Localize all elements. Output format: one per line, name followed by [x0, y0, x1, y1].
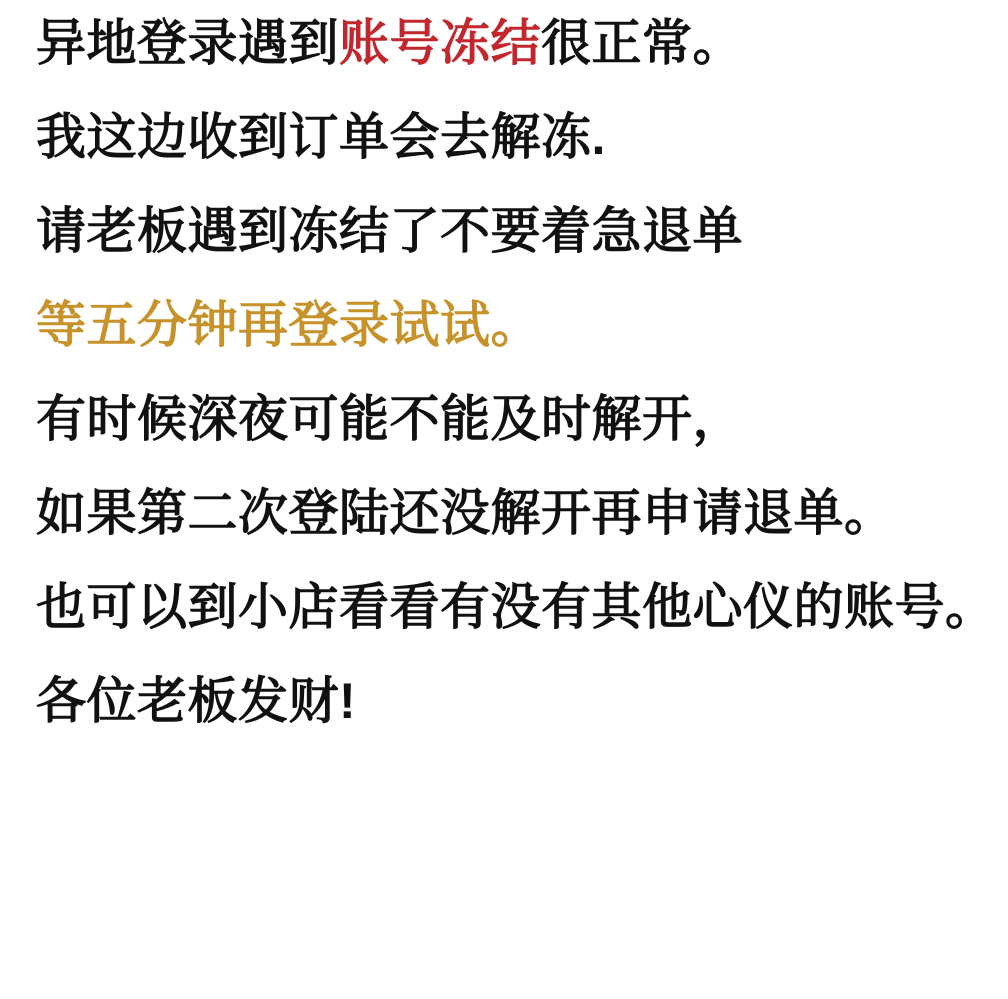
notice-line-1 — [36, 15, 972, 71]
notice-line-1-segment-3: 很正常。 — [541, 15, 743, 71]
notice-line-1-segment-highlight: 账号冻结 — [339, 15, 541, 71]
notice-line-6-segment-1: 如果第二次登陆还没解开再申请退单。 — [36, 485, 895, 541]
notice-line-4 — [36, 297, 972, 353]
notice-line-2 — [36, 109, 972, 165]
notice-line-8-segment-1: 各位老板发财! — [36, 673, 357, 729]
notice-line-7 — [36, 579, 996, 635]
notice-line-7-segment-1: 也可以到小店看看有没有其他心仪的账号。 — [36, 579, 996, 635]
notice-line-6 — [36, 485, 972, 541]
notice-line-3 — [36, 203, 972, 259]
notice-line-5 — [36, 391, 972, 447]
notice-line-8 — [36, 673, 972, 729]
notice-line-1-segment-1: 异地登录遇到 — [36, 15, 339, 71]
notice-line-4-segment-highlight: 等五分钟再登录试试。 — [36, 297, 541, 353]
notice-line-3-segment-1: 请老板遇到冻结了不要着急退单 — [36, 203, 743, 259]
notice-line-2-segment-1: 我这边收到订单会去解冻. — [36, 109, 606, 165]
notice-line-5-segment-1: 有时候深夜可能不能及时解开， — [36, 391, 743, 447]
